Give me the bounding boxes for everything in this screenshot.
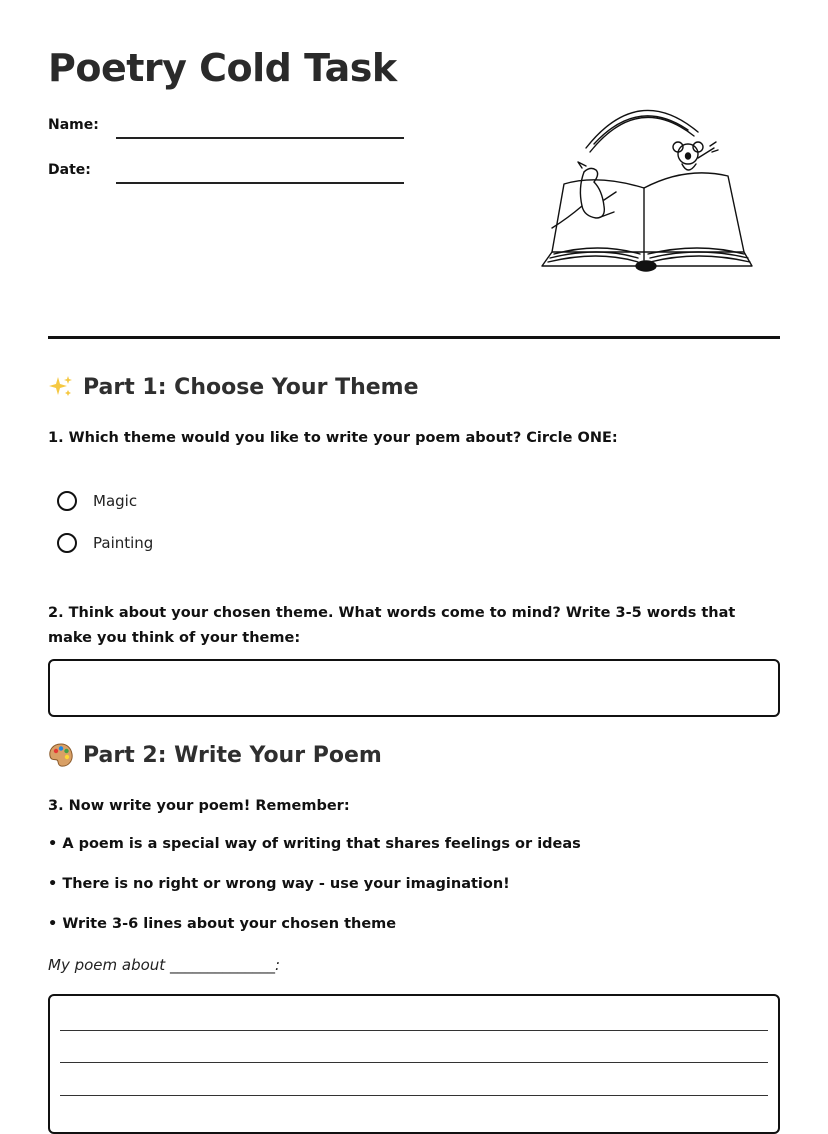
poem-line [60, 1062, 768, 1063]
poem-line [60, 1095, 768, 1096]
date-label: Date: [48, 162, 91, 178]
part1-heading-text: Part 1: Choose Your Theme [83, 374, 419, 400]
artist-palette-icon [48, 742, 74, 768]
name-label: Name: [48, 117, 99, 133]
book-illustration-icon [538, 92, 760, 278]
question-2: 2. Think about your chosen theme. What words come to mind? Write 3-5 words that make you think of your theme: [48, 605, 736, 646]
question-3: 3. Now write your poem! Remember: [48, 798, 350, 814]
poem-line [60, 1030, 768, 1031]
option-painting-radio[interactable] [57, 533, 77, 553]
name-field[interactable] [116, 137, 404, 139]
poem-title-label: My poem about ______________: [48, 956, 280, 974]
theme-words-answer-box[interactable] [48, 659, 780, 717]
poem-writing-box[interactable] [48, 994, 780, 1134]
option-magic-label: Magic [93, 492, 138, 510]
option-magic[interactable] [57, 491, 137, 511]
sparkles-icon [48, 374, 74, 400]
option-magic-radio[interactable] [57, 491, 77, 511]
part2-heading [48, 742, 382, 768]
reminder-bullet-3: • Write 3-6 lines about your chosen theme [48, 916, 397, 932]
page-title: Poetry Cold Task [48, 46, 397, 90]
date-field[interactable] [116, 182, 404, 184]
reminder-bullet-2: • There is no right or wrong way - use your imagination! [48, 876, 510, 892]
reminder-bullet-1: • A poem is a special way of writing that shares feelings or ideas [48, 836, 581, 852]
part1-heading [48, 374, 419, 400]
part2-heading-text: Part 2: Write Your Poem [83, 742, 382, 768]
question-1: 1. Which theme would you like to write your poem about? Circle ONE: [48, 430, 618, 446]
option-painting[interactable] [57, 533, 153, 553]
section-divider [48, 336, 780, 339]
option-painting-label: Painting [93, 534, 154, 552]
